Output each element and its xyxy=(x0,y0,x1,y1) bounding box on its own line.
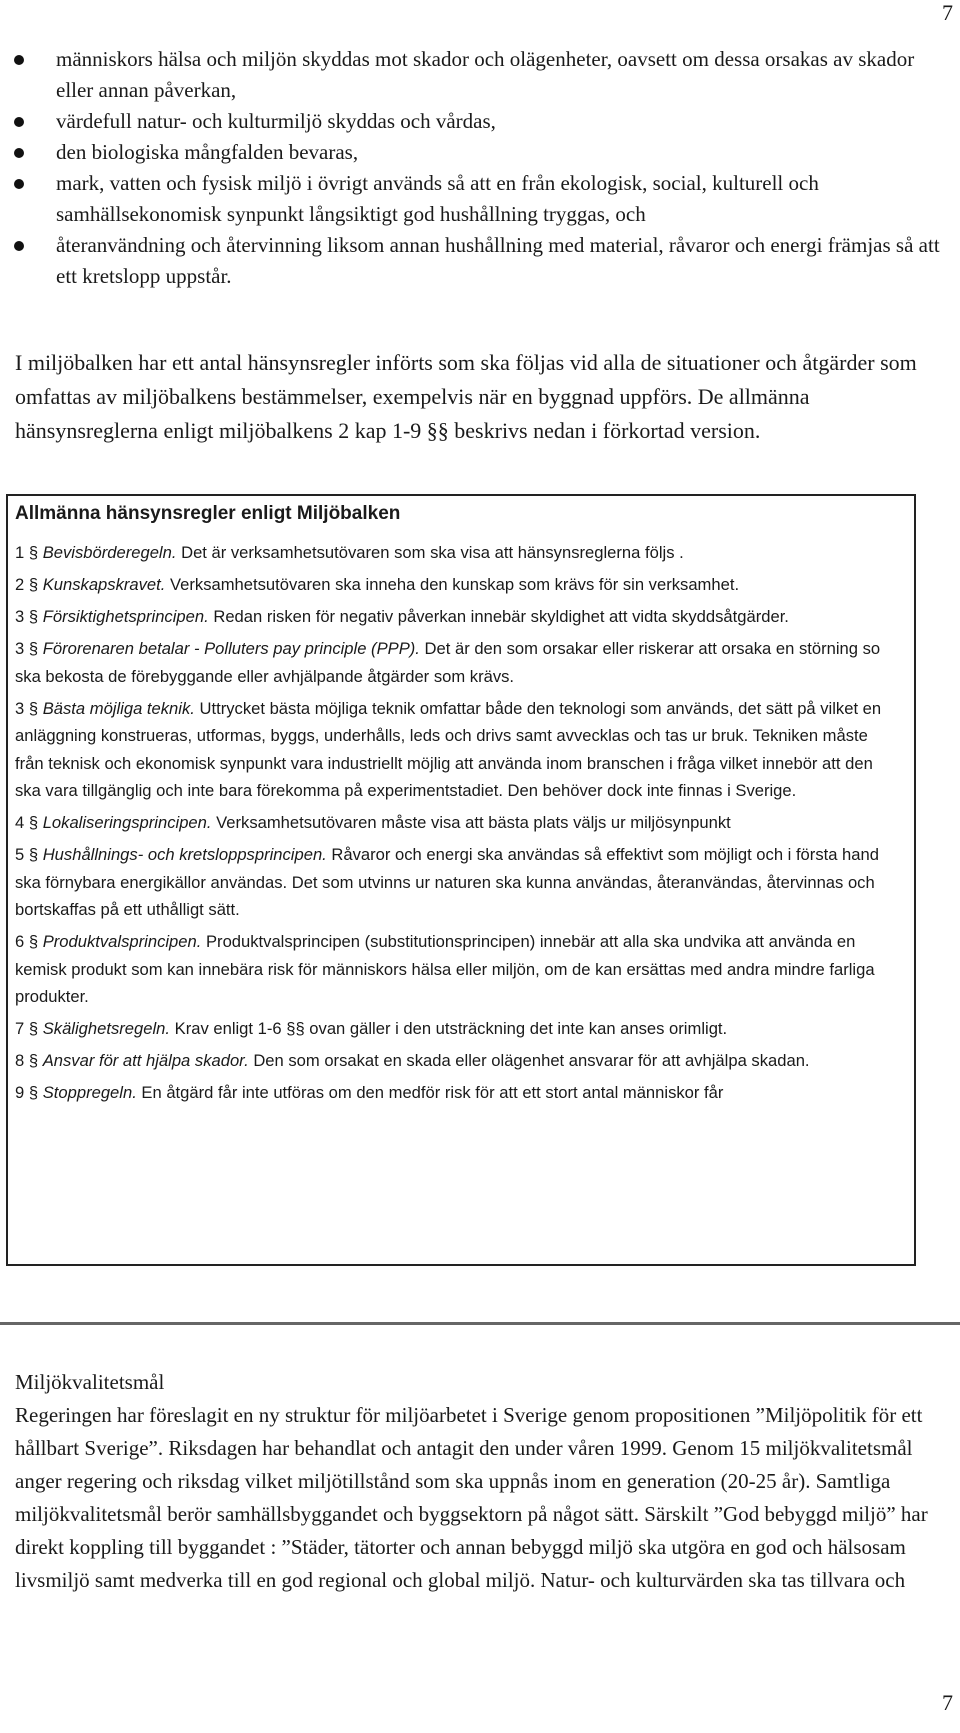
rule-text: En åtgärd får inte utföras om den medför risk för att ett stort antal människor får xyxy=(136,1083,724,1102)
section-heading: Miljökvalitetsmål xyxy=(15,1370,165,1394)
page-number-bottom: 7 xyxy=(942,1690,953,1715)
page-number-top: 7 xyxy=(942,0,953,25)
rule-number: 9 § xyxy=(15,1083,39,1102)
rule-item xyxy=(15,571,895,599)
rule-item xyxy=(15,841,895,924)
bullet-dot-icon xyxy=(14,179,24,189)
bullet-item xyxy=(0,137,960,168)
bullet-item xyxy=(0,106,960,137)
rule-text: Krav enligt 1-6 §§ ovan gäller i den utsträckning det inte kan anses orimligt. xyxy=(170,1019,728,1038)
rule-number: 2 § xyxy=(15,575,39,594)
intro-paragraph: I miljöbalken har ett antal hänsynsregler införts som ska följas vid alla de situationer och åtgärder som omfattas av miljöbalkens bestämmelser, exempelvis när en byggnad uppförs. De allmänna hänsynsreglerna enligt miljöbalkens 2 kap 1-9 §§ beskrivs nedan i förkortad version. xyxy=(15,350,917,443)
bullet-dot-icon xyxy=(14,148,24,158)
bullet-text: den biologiska mångfalden bevaras, xyxy=(56,140,359,164)
section-body: Regeringen har föreslagit en ny struktur för miljöarbetet i Sverige genom propositionen ”Miljöpolitik för ett hållbart Sverige”. Riksdagen har behandlat och antagit den under våren 1999. Genom 15 miljökvalitetsmål anger regering och riksdag vilket miljötillstånd som ska uppnås inom en generation (20-25 år). Samtliga miljökvalitetsmål berör samhällsbyggandet och byggsektorn på något sätt. Särskilt ”God bebyggd miljö” har direkt koppling till byggandet : ”Städer, tätorter och annan bebyggd miljö ska utgöra en god och hälsosam livsmiljö samt medverka till en god regional och global miljö. Natur- och kulturvärden ska tas tillvara och xyxy=(15,1403,928,1592)
bullet-item xyxy=(0,168,960,230)
rule-name: Ansvar för att hjälpa skador. xyxy=(42,1051,249,1070)
rule-name: Hushållnings- och kretsloppsprincipen. xyxy=(42,845,327,864)
rule-number: 8 § xyxy=(15,1051,39,1070)
rule-name: Bästa möjliga teknik. xyxy=(42,698,195,718)
rules-list xyxy=(15,539,895,1111)
rule-number: 3 § xyxy=(15,607,39,626)
rule-item xyxy=(15,1079,895,1107)
rule-text: Råvaror och energi ska användas så effektivt som möjligt och i första hand ska förnybara energikällor användas. Det som utvinns ur naturen ska kunna användas, återanvändas, återvinnas och bortskaffas på ett uthålligt sätt. xyxy=(15,845,879,919)
bullet-dot-icon xyxy=(14,117,24,127)
rule-item xyxy=(15,695,895,805)
rule-text: Det är den som orsakar eller riskerar att orsaka en störning so ska bekosta de förebyggande eller avhjälpande åtgärder som krävs. xyxy=(15,639,881,686)
rule-name: Produktvalsprincipen. xyxy=(42,932,202,951)
rule-number: 7 § xyxy=(15,1019,39,1038)
rule-text: Produktvalsprincipen (substitutionsprincipen) innebär att alla ska undvika att använda en kemisk produkt som kan innebära risk för människors hälsa eller miljön, om de kan ersättas med andra mindre farliga produkter. xyxy=(15,932,875,1006)
rule-name: Skälighetsregeln. xyxy=(42,1019,171,1038)
rule-name: Kunskapskravet. xyxy=(42,575,166,594)
rule-number: 3 § xyxy=(15,639,39,658)
bullet-list xyxy=(0,44,960,292)
bullet-text: värdefull natur- och kulturmiljö skyddas och vårdas, xyxy=(56,109,496,133)
rule-name: Bevisbörderegeln. xyxy=(42,543,177,562)
rule-item xyxy=(15,1047,895,1075)
rule-number: 1 § xyxy=(15,543,39,562)
bullet-dot-icon xyxy=(14,241,24,251)
rule-number: 6 § xyxy=(15,932,39,951)
rule-text: Verksamhetsutövaren måste visa att bästa plats väljs ur miljösynpunkt xyxy=(211,813,731,832)
rule-text: Redan risken för negativ påverkan innebär skyldighet att vidta skyddsåtgärder. xyxy=(208,607,789,626)
rule-item xyxy=(15,603,895,631)
rule-name: Försiktighetsprincipen. xyxy=(42,607,209,626)
box-title: Allmänna hänsynsregler enligt Miljöbalken xyxy=(15,503,401,524)
bullet-dot-icon xyxy=(14,55,24,65)
environmental-goals-section xyxy=(15,1366,945,1597)
bullet-text: mark, vatten och fysisk miljö i övrigt används så att en från ekologisk, social, kulturell och samhällsekonomisk synpunkt långsiktigt god hushållning tryggas, och xyxy=(56,171,819,226)
bullet-item xyxy=(0,230,960,292)
rule-number: 5 § xyxy=(15,845,39,864)
rule-number: 3 § xyxy=(15,698,39,718)
rule-text: Uttrycket bästa möjliga teknik omfattar både den teknologi som används, det sätt på vilket en anläggning konstrueras, utformas, byggs, underhålls, leds och drivs samt avvecklas och tas ur bruk. Tekniken måste från teknisk och ekonomisk synpunkt vara industriellt möjlig att använda inom branschen i fråga vilket innebör att den ska vara tillgänglig och inte bara förekomma på experimentstadiet. Den behöver dock inte finnas i Sverige. xyxy=(15,698,882,800)
bullet-item xyxy=(0,44,960,106)
rule-item xyxy=(15,539,895,567)
rule-text: Det är verksamhetsutövaren som ska visa att hänsynsreglerna följs . xyxy=(176,543,684,562)
horizontal-divider xyxy=(0,1322,960,1325)
rule-name: Förorenaren betalar - Polluters pay principle (PPP). xyxy=(42,639,420,658)
rule-item xyxy=(15,1015,895,1043)
rule-text: Verksamhetsutövaren ska inneha den kunskap som krävs för sin verksamhet. xyxy=(165,575,740,594)
rule-text: Den som orsakat en skada eller olägenhet ansvarar för att avhjälpa skadan. xyxy=(248,1051,810,1070)
rule-number: 4 § xyxy=(15,813,39,832)
bullet-text: återanvändning och återvinning liksom annan hushållning med material, råvaror och energi främjas så att ett kretslopp uppstår. xyxy=(56,233,940,288)
rule-name: Stoppregeln. xyxy=(42,1083,137,1102)
rule-name: Lokaliseringsprincipen. xyxy=(42,813,212,832)
rule-item xyxy=(15,928,895,1011)
rule-item xyxy=(15,809,895,837)
bullet-text: människors hälsa och miljön skyddas mot skador och olägenheter, oavsett om dessa orsakas av skador eller annan påverkan, xyxy=(56,47,915,102)
rule-item xyxy=(15,635,895,690)
